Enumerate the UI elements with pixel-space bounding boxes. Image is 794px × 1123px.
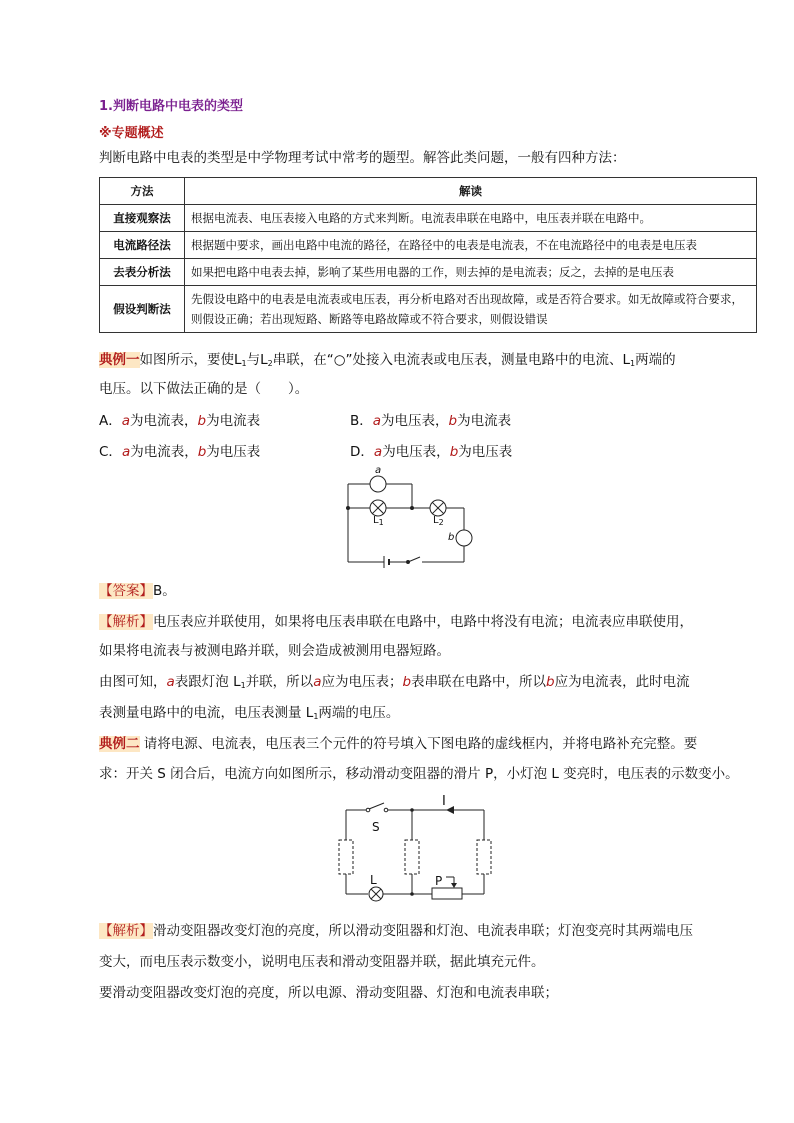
table-row (100, 259, 757, 286)
label-b: b (448, 532, 455, 543)
junction-dot (346, 506, 350, 510)
option-text: 为电压表 (206, 444, 261, 460)
meter-a-icon (370, 476, 386, 492)
option-label: D． (350, 444, 374, 460)
option-text: 为电压表 (458, 444, 513, 460)
ex1-answer (99, 581, 176, 601)
method-desc: 先假设电路中的电表是电流表或电压表，再分析电路对否出现故障，或是否符合要求。如无故障或符合要求，则假设正确；若出现短路、断路等电路故障或不符合要求，则假设错误 (185, 286, 757, 333)
method-name: 直接观察法 (100, 205, 185, 232)
ex2-question-line1 (99, 734, 697, 754)
answer-text: B。 (153, 583, 176, 599)
var-a: a (313, 674, 322, 690)
ex1-question-line1 (99, 350, 676, 374)
option-c (99, 442, 260, 462)
option-b (350, 411, 511, 431)
switch-blade (408, 557, 420, 562)
option-text: 为电压表， (382, 444, 450, 460)
analysis-tag: 【解析】 (99, 614, 153, 630)
dashed-box-right (477, 840, 491, 874)
method-desc: 根据题中要求，画出电路中电流的路径，在路径中的电表是电流表，不在电流路径中的电表是电压表 (185, 232, 757, 259)
label-l2-text: L (433, 515, 439, 526)
ex1-analysis-line3 (99, 672, 690, 696)
ex1-analysis-line4 (99, 703, 399, 727)
option-text: 为电流表 (206, 413, 261, 429)
option-text: 为电流表 (457, 413, 512, 429)
label-l: L (370, 873, 377, 887)
sub: 1 (241, 359, 247, 368)
table-row (100, 286, 757, 333)
method-name: 电流路径法 (100, 232, 185, 259)
option-text: 为电流表， (130, 413, 198, 429)
dashed-box-middle (405, 840, 419, 874)
label-l1-text: L (373, 515, 379, 526)
ex2-analysis-line1 (99, 921, 693, 941)
option-a (99, 411, 260, 431)
current-arrow-icon (446, 806, 454, 814)
analysis-text: 应为电流表，此时电流 (554, 674, 690, 690)
label-l2 (433, 515, 444, 527)
sub: 1 (240, 681, 246, 690)
analysis-text: 两端的电压。 (318, 705, 400, 721)
junction-dot (410, 506, 414, 510)
header-method: 方法 (100, 178, 185, 205)
switch-blade (369, 803, 384, 809)
answer-tag: 【答案】 (99, 583, 153, 599)
analysis-text: 表串联在电路中，所以 (411, 674, 547, 690)
sub: 1 (630, 359, 636, 368)
var-b: b (197, 413, 207, 429)
method-name: 去表分析法 (100, 259, 185, 286)
switch-contact (384, 808, 388, 812)
label-l1 (373, 515, 384, 527)
analysis-tag: 【解析】 (99, 923, 153, 939)
option-text: 为电流表， (130, 444, 198, 460)
method-name: 假设判断法 (100, 286, 185, 333)
junction-dot (410, 892, 414, 896)
ex1-q-text: 串联，在“○”处接入电流表或电压表，测量电路中的电流、L (272, 352, 631, 368)
option-text: 为电压表， (381, 413, 449, 429)
circuit-diagram-2 (326, 790, 502, 910)
var-a: a (121, 413, 131, 429)
label-a: a (375, 465, 382, 476)
var-a: a (372, 413, 382, 429)
table-header-row (100, 178, 757, 205)
junction-dot (410, 808, 414, 812)
ex1-q-text: 与L (246, 352, 268, 368)
var-a: a (121, 444, 131, 460)
analysis-text: 并联，所以 (245, 674, 314, 690)
topic-overview: ※专题概述 (99, 126, 164, 141)
sub: 2 (438, 518, 444, 527)
ex2-analysis-line2: 变大，而电压表示数变小，说明电压表和滑动变阻器并联，据此填充元件。 (99, 954, 545, 970)
dashed-box-left (339, 840, 353, 874)
analysis-text: 应为电压表； (321, 674, 403, 690)
option-d (350, 442, 512, 462)
label-i: I (442, 794, 446, 809)
table-row (100, 232, 757, 259)
label-p: P (435, 874, 443, 888)
section-title: 1.判断电路中电表的类型 (99, 99, 243, 114)
table-row (100, 205, 757, 232)
ex1-analysis-line2: 如果将电流表与被测电路并联，则会造成被测用电器短路。 (99, 643, 450, 659)
analysis-text: 表跟灯泡 L (174, 674, 241, 690)
analysis-text: 表测量电路中的电流，电压表测量 L (99, 705, 314, 721)
var-b: b (197, 444, 207, 460)
option-label: B． (350, 413, 373, 429)
var-a: a (166, 674, 175, 690)
analysis-text: 滑动变阻器改变灯泡的亮度，所以滑动变阻器和灯泡、电流表串联；灯泡变亮时其两端电压 (153, 923, 693, 939)
ex1-analysis-line1 (99, 612, 693, 632)
slider-arrow-icon (451, 883, 457, 888)
var-b: b (546, 674, 555, 690)
var-b: b (402, 674, 412, 690)
ex1-q-text: 如图所示，要使L (139, 352, 242, 368)
analysis-text: 电压表应并联使用，如果将电压表串联在电路中，电路中将没有电流；电流表应串联使用， (153, 614, 693, 630)
analysis-text: 由图可知， (99, 674, 167, 690)
label-s: S (372, 820, 380, 834)
sub: 2 (267, 359, 273, 368)
option-label: A． (99, 413, 122, 429)
header-desc: 解读 (185, 178, 757, 205)
ex2-tag: 典例二 (99, 736, 140, 752)
ex2-analysis-line3: 要滑动变阻器改变灯泡的亮度，所以电源、滑动变阻器、灯泡和电流表串联； (99, 985, 558, 1001)
ex2-q-text: 请将电源、电流表，电压表三个元件的符号填入下图电路的虚线框内，并将电路补充完整。要 (139, 736, 698, 752)
ex1-q-text: 两端的 (635, 352, 676, 368)
meter-b-icon (456, 530, 472, 546)
circuit-diagram-1 (340, 464, 480, 574)
sub: 1 (313, 712, 319, 721)
var-b: b (448, 413, 458, 429)
ex1-tag: 典例一 (99, 352, 140, 368)
sub: 1 (378, 518, 384, 527)
ex2-question-line2: 求：开关 S 闭合后，电流方向如图所示，移动滑动变阻器的滑片 P，小灯泡 L 变亮时，电压表的示数变小。 (99, 766, 739, 782)
option-label: C． (99, 444, 122, 460)
methods-table (99, 177, 757, 333)
rheostat-icon (432, 888, 462, 899)
ex1-question-line2: 电压。以下做法正确的是（ ）。 (99, 381, 309, 397)
var-b: b (449, 444, 459, 460)
var-a: a (373, 444, 383, 460)
method-desc: 如果把电路中电表去掉，影响了某些用电器的工作，则去掉的是电流表；反之，去掉的是电压表 (185, 259, 757, 286)
intro-text: 判断电路中电表的类型是中学物理考试中常考的题型。解答此类问题，一般有四种方法： (99, 150, 626, 166)
method-desc: 根据电流表、电压表接入电路的方式来判断。电流表串联在电路中，电压表并联在电路中。 (185, 205, 757, 232)
